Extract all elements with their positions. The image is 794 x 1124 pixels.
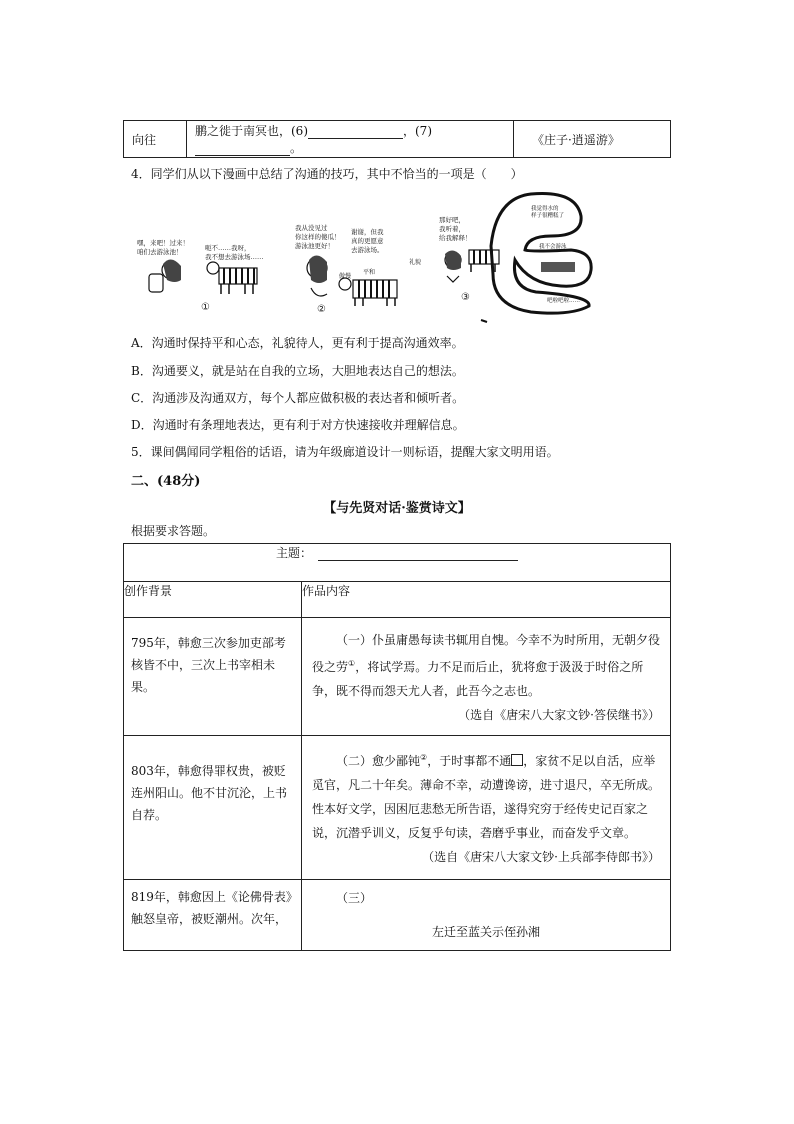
comic-panel-2 — [295, 223, 421, 315]
blank-7[interactable] — [195, 155, 290, 156]
table-row — [124, 736, 671, 880]
content-cell-3 — [302, 880, 671, 951]
table-row — [124, 121, 671, 158]
note-1: ① — [348, 659, 356, 668]
theme-label: 主题： — [275, 546, 312, 560]
p1-num: ① — [201, 302, 210, 313]
p2-tag-2: 平和 — [363, 269, 376, 276]
question-4: 4．同学们从以下漫画中总结了沟通的技巧，其中不恰当的一项是（ ） — [131, 167, 523, 181]
header-row — [124, 582, 671, 618]
poem-recitation-table — [123, 120, 671, 158]
theme-cell — [124, 544, 671, 582]
p3-bubble-3: 吧啦吧啦…… — [547, 298, 581, 304]
passage-2-part-c: ，家贫不足以自活，应举觅官，凡二十年矣。薄命不幸，动遭谗谤，进寸退尺，卒无所成。性本好文学，因困厄悲愁无所告语，遂得究穷于经传史记百家之说，沉潜乎训义，反复乎句读，砻磨乎事业，而奋发乎文章。 — [312, 754, 661, 840]
p2-speech-b2: 真的更愿意 — [351, 237, 384, 245]
p1-speech-b2: 我不想去游泳场…… — [205, 253, 264, 261]
theme-row — [124, 544, 671, 582]
passage-1 — [312, 628, 660, 703]
background-cell-2: 803年，韩愈得罪权贵，被贬连州阳山。他不甘沉沦，上书自荐。 — [124, 736, 302, 880]
passage-2-part-b: ，于时事都不通 — [427, 754, 512, 768]
column-header-background: 创作背景 — [124, 582, 302, 618]
comic-strip — [131, 188, 601, 328]
p2-num: ② — [317, 304, 326, 315]
p2-speech-b1: 谢谢，但我 — [351, 228, 384, 236]
p3-speech-a2: 我听着， — [439, 225, 465, 233]
option-d: D．沟通时有条理地表达，更有利于对方快速接收并理解信息。 — [131, 418, 465, 432]
column-header-content: 作品内容 — [302, 582, 671, 618]
table-row — [124, 880, 671, 951]
missing-char-box — [511, 754, 523, 766]
p1-speech-a2: 咱们去游泳池！ — [137, 248, 183, 256]
section-2-instruction: 根据要求答题。 — [131, 524, 216, 538]
note-2: ② — [420, 753, 428, 762]
content-cell-1 — [302, 618, 671, 736]
p3-speech-a1: 那好吧， — [439, 216, 465, 224]
line-start: 鹏之徙于南冥也，(6) — [195, 124, 308, 138]
p3-num: ③ — [461, 292, 470, 303]
source-cell: 《庄子·逍遥游》 — [514, 121, 671, 158]
comic-panel-3 — [439, 193, 591, 322]
row-label: 向往 — [124, 121, 187, 158]
blank-6[interactable] — [308, 138, 403, 139]
option-b: B．沟通要义，就是站在自我的立场，大胆地表达自己的想法。 — [131, 364, 464, 378]
p3-speech-a3: 给我解释！ — [439, 234, 472, 242]
p2-tag-1: 傲慢 — [339, 273, 352, 280]
option-a: A．沟通时保持平和心态，礼貌待人，更有利于提高沟通效率。 — [131, 336, 464, 350]
line-mid: ，(7) — [403, 124, 432, 138]
theme-blank[interactable] — [318, 560, 518, 561]
poem-title: 左迁至蓝关示侄孙湘 — [431, 925, 540, 939]
table-row — [124, 618, 671, 736]
p3-bubble-1b: 样子很糟糕了 — [531, 213, 565, 219]
passage-1-source: （选自《唐宋八大家文钞·答侯继书》） — [458, 708, 660, 722]
p2-speech-a2: 你这样的傻瓜！ — [295, 233, 341, 241]
background-cell-3: 819年，韩愈因上《论佛骨表》触怒皇帝，被贬潮州。次年， — [124, 880, 302, 951]
line-end: 。 — [290, 141, 303, 155]
passage-2-part-a: （二）愈少鄙钝 — [336, 754, 421, 768]
passage-3-label: （三） — [336, 891, 373, 905]
content-cell-2 — [302, 736, 671, 880]
background-cell-1: 795年，韩愈三次参加吏部考核皆不中，三次上书宰相未果。 — [124, 618, 302, 736]
p3-bubble-1a: 我觉得水的 — [531, 206, 559, 212]
p2-speech-a1: 我从没见过 — [295, 224, 328, 232]
option-c: C．沟通涉及沟通双方，每个人都应做积极的表达者和倾听者。 — [131, 391, 465, 405]
section-2-subtitle: 【与先贤对话·鉴赏诗文】 — [323, 501, 471, 516]
p2-tag-3: 礼貌 — [409, 259, 422, 266]
passage-2 — [312, 746, 660, 845]
p2-speech-b3: 去游泳场。 — [351, 246, 384, 254]
p1-speech-b1: 呃不……我呀， — [205, 244, 251, 252]
fill-in-line — [187, 121, 514, 158]
p3-bubble-2: 我不会游泳 — [539, 244, 567, 250]
comic-panel-1 — [137, 238, 264, 313]
section-2-title: 二、(48分) — [131, 474, 201, 489]
reading-table — [123, 543, 671, 951]
p2-speech-a3: 游泳池更好！ — [295, 242, 334, 250]
passage-1-part-a: （一）仆虽庸愚每读书辄用自愧。今幸不为时所用，无朝夕役役之劳 — [312, 633, 661, 674]
p1-speech-a1: 嘿，来吧！过来！ — [137, 239, 189, 247]
passage-1-part-b: ，将试学焉。力不足而后止，犹将愈于汲汲于时俗之所争，既不得而怨天尤人者，此吾今之志也。 — [312, 660, 644, 698]
question-5: 5．课间偶闻同学粗俗的话语，请为年级廊道设计一则标语，提醒大家文明用语。 — [131, 445, 559, 459]
passage-2-source: （选自《唐宋八大家文钞·上兵部李侍郎书》） — [422, 850, 660, 864]
